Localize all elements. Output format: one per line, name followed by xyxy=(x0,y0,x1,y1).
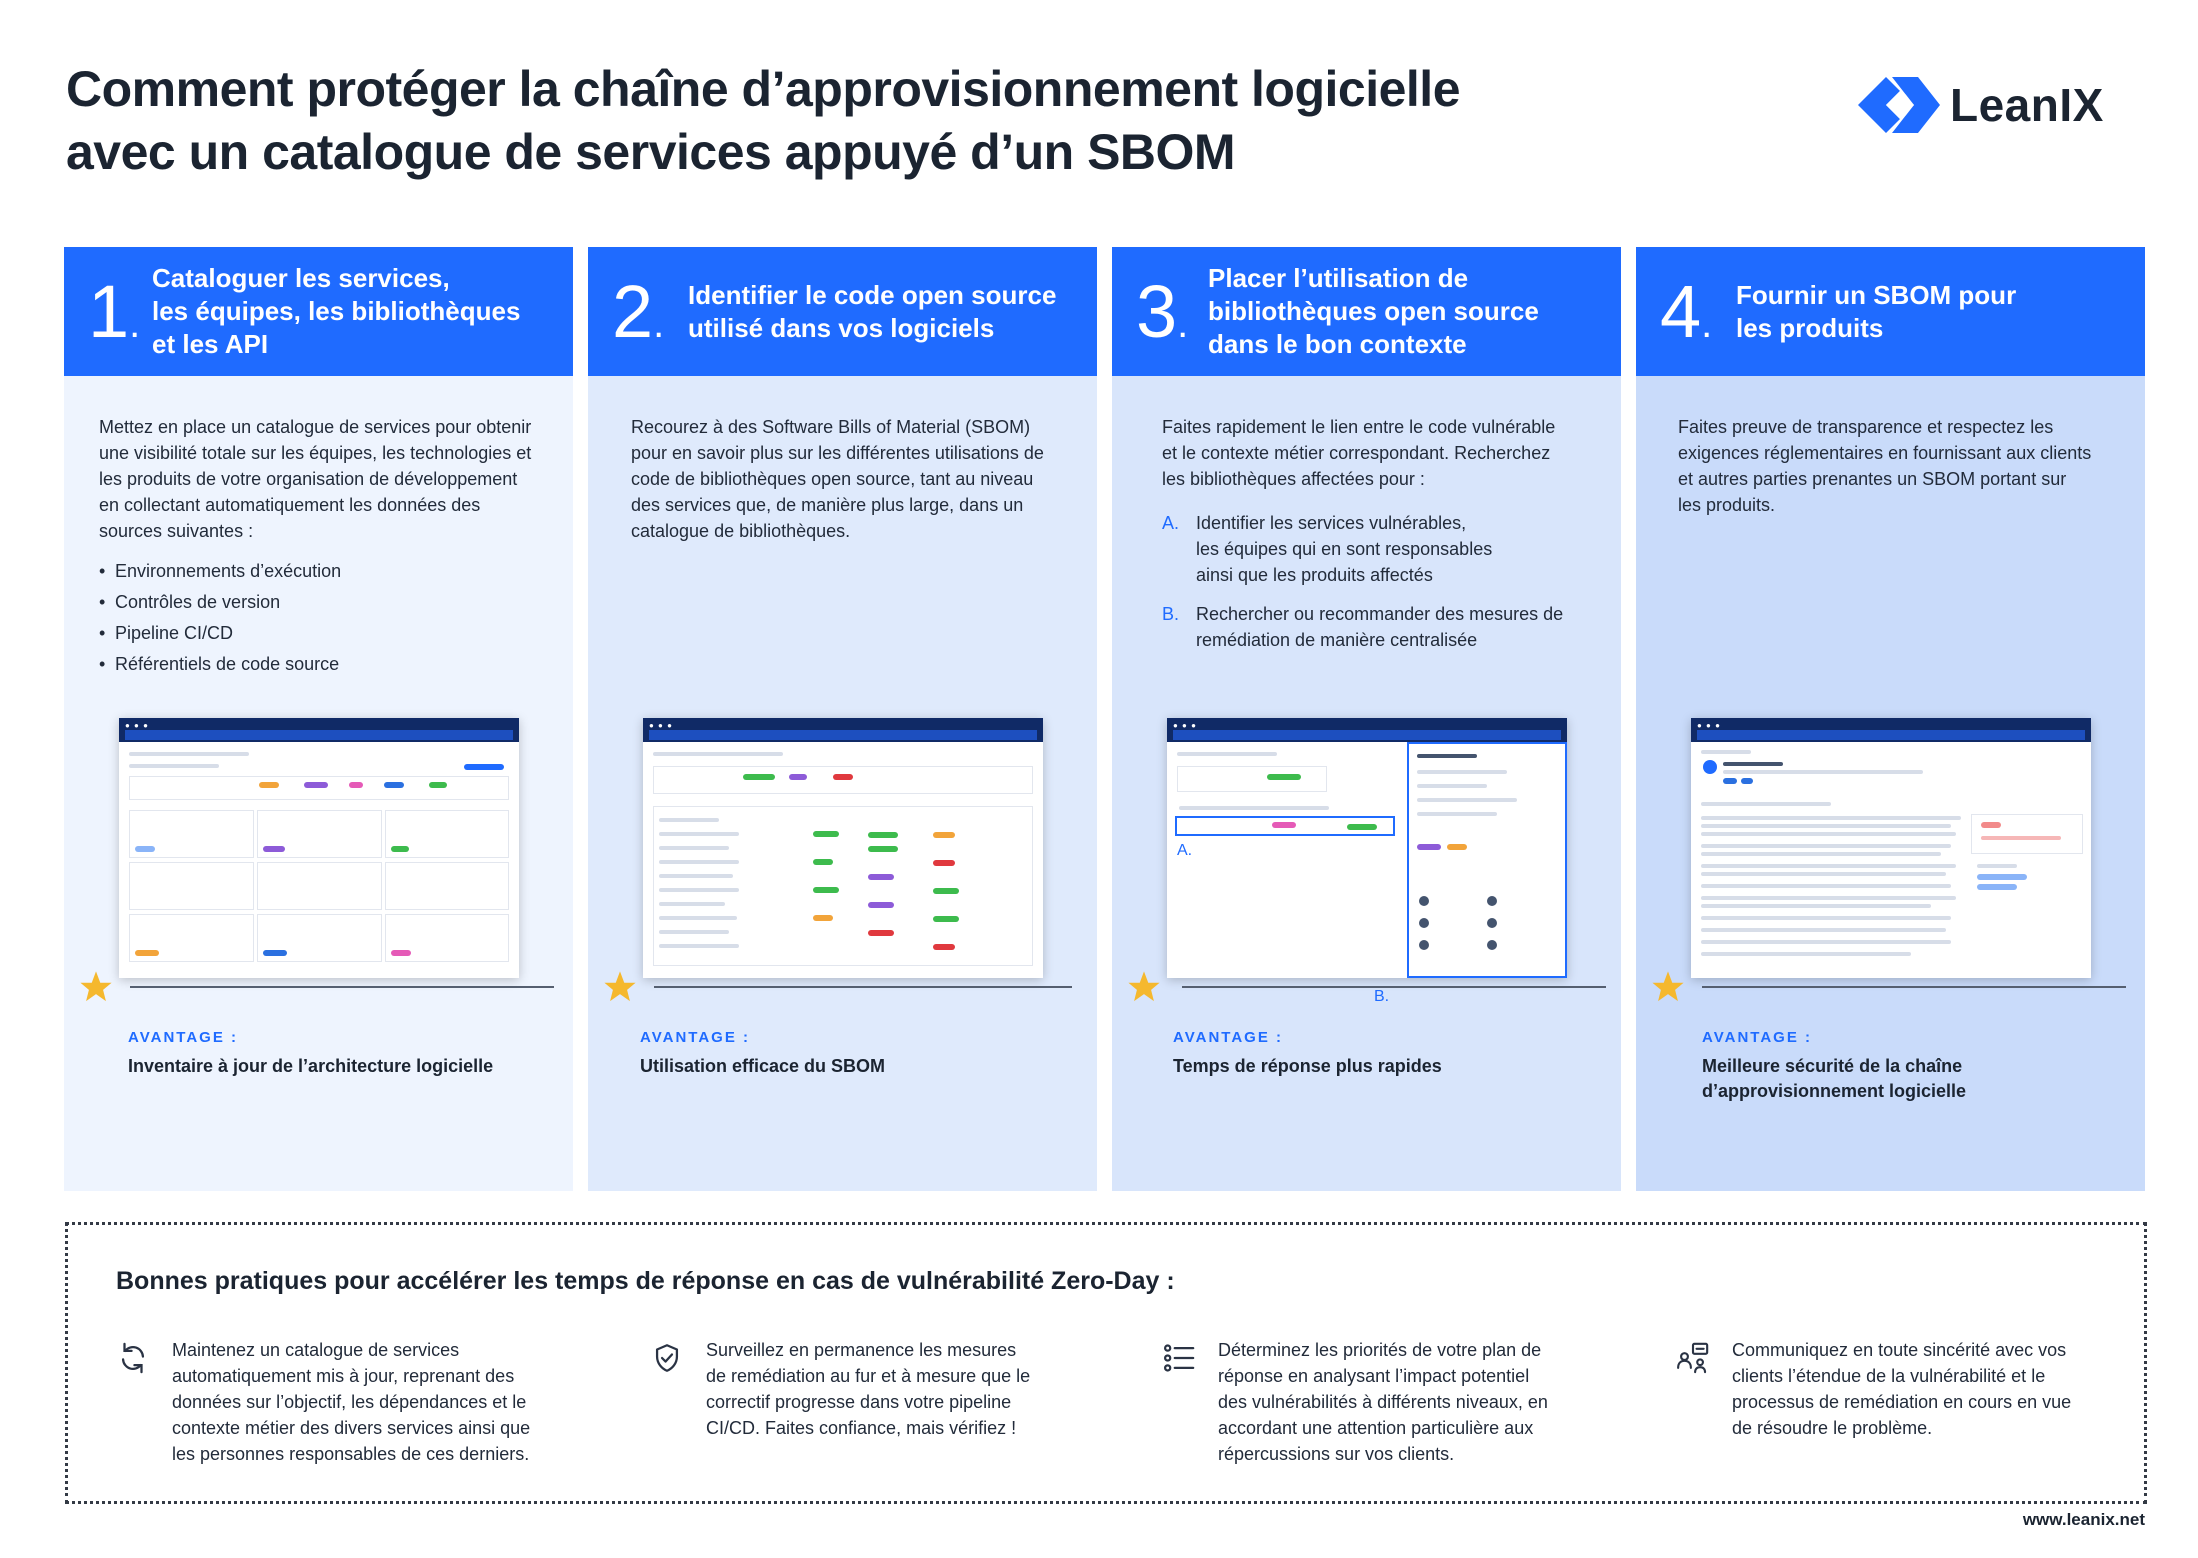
practice-text-2: Surveillez en permanence les mesures de remédiation au fur et à mesure que le correctif progresse dans votre pipeline CI/CD. Faites confiance, mais vérifiez ! xyxy=(706,1340,1031,1438)
step-header-4 xyxy=(1636,247,2145,376)
step-number-2: 2. xyxy=(612,270,665,353)
star-icon xyxy=(1651,970,1685,1004)
title-line-1: Comment protéger la chaîne d’approvisionnement logicielle xyxy=(66,61,1461,117)
divider xyxy=(1182,986,1606,988)
refresh-icon xyxy=(116,1341,150,1375)
step-column-3 xyxy=(1112,247,1621,1191)
title-line-2: avec un catalogue de services appuyé d’un SBOM xyxy=(66,124,1236,180)
advantage-text: Meilleure sécurité de la chaîne d’approvisionnement logicielle xyxy=(1702,1056,1967,1101)
step-column-4 xyxy=(1636,247,2145,1191)
best-practices-panel xyxy=(65,1222,2147,1504)
logo-wordmark: LeanIX xyxy=(1950,79,2104,131)
list-item: A. Identifier les services vulnérables, les équipes qui en sont responsables ainsi que les produits affectés xyxy=(1162,513,1493,585)
advantage-label: AVANTAGE : xyxy=(1173,1029,1283,1046)
star-icon xyxy=(1127,970,1161,1004)
list-item: • Référentiels de code source xyxy=(99,651,559,677)
step-description-4: Faites preuve de transparence et respectez les exigences réglementaires en fournissant aux clients et autres parties prenantes un SBOM portant sur les produits. xyxy=(1678,417,2092,515)
step-description-2: Recourez à des Software Bills of Material (SBOM) pour en savoir plus sur les différentes utilisations de code de bibliothèques open source, tant au niveau des services que, de manière plus large, dans un catalogue de bibliothèques. xyxy=(631,417,1044,541)
list-item: • Contrôles de version xyxy=(99,589,559,615)
step-header-1 xyxy=(64,247,573,376)
practice-text-4: Communiquez en toute sincérité avec vos clients l’étendue de la vulnérabilité et le processus de remédiation en cours en vue de résoudre le problème. xyxy=(1732,1340,2072,1438)
star-icon xyxy=(79,970,113,1004)
product-sbom-screenshot: ● ● ● xyxy=(1691,718,2091,978)
best-practices-title: Bonnes pratiques pour accélérer les temps de réponse en cas de vulnérabilité Zero-Day : xyxy=(116,1267,1175,1295)
step-body-4 xyxy=(1636,376,2145,1191)
step-column-2 xyxy=(588,247,1097,1191)
marker-a: A. xyxy=(1177,842,1193,859)
star-icon xyxy=(603,970,637,1004)
service-catalog-screenshot: ● ● ● xyxy=(119,718,519,978)
leanix-logo xyxy=(1856,70,2104,140)
divider xyxy=(654,986,1072,988)
sources-list xyxy=(99,558,559,677)
step-header-2 xyxy=(588,247,1097,376)
advantage-label: AVANTAGE : xyxy=(640,1029,750,1046)
communication-icon xyxy=(1676,1341,1710,1375)
practice-text-1: Maintenez un catalogue de services automatiquement mis à jour, reprenant des données sur l’objectif, les dépendances et le contexte métier des divers services ainsi que les personnes responsables de ces derniers. xyxy=(172,1340,531,1464)
advantage-text: Temps de réponse plus rapides xyxy=(1173,1056,1442,1076)
practice-text-3: Déterminez les priorités de votre plan de réponse en analysant l’impact potentiel des vulnérabilités à différents niveaux, en accordant une attention particulière aux répercussions sur vos clients. xyxy=(1218,1340,1548,1464)
divider xyxy=(1702,986,2126,988)
step-header-3 xyxy=(1112,247,1621,376)
step-title-1: Cataloguer les services, les équipes, les bibliothèques et les API xyxy=(152,263,521,359)
leanix-logo-icon xyxy=(1856,70,1942,140)
priority-list-icon xyxy=(1162,1341,1196,1375)
list-item: B. Rechercher ou recommander des mesures de remédiation de manière centralisée xyxy=(1162,604,1564,650)
website-link[interactable]: www.leanix.net xyxy=(2022,1510,2145,1529)
step-number-4: 4. xyxy=(1660,270,1713,353)
list-item: • Pipeline CI/CD xyxy=(99,620,559,646)
step-column-1 xyxy=(64,247,573,1191)
step-body-2 xyxy=(588,376,1097,1191)
steps-list xyxy=(1162,510,1612,653)
step-description-3: Faites rapidement le lien entre le code vulnérable et le contexte métier correspondant. Recherchez les bibliothèques affectées pour : A. Identifier les services vulnérables, les équipes qui en sont responsables ainsi que les produits affectés B. Rechercher ou recommander des mesures de remédiation de manière centralisée xyxy=(1162,414,1612,666)
marker-b: B. xyxy=(1374,988,1390,1005)
library-catalog-screenshot: ● ● ● xyxy=(643,718,1043,978)
advantage-text: Inventaire à jour de l’architecture logicielle xyxy=(128,1056,494,1076)
advantage-label: AVANTAGE : xyxy=(128,1029,238,1046)
step-title-2: Identifier le code open source utilisé dans vos logiciels xyxy=(688,279,1057,343)
step-title-3: Placer l’utilisation de bibliothèques open source dans le bon contexte xyxy=(1208,263,1539,359)
step-description-1: Mettez en place un catalogue de services pour obtenir une visibilité totale sur les équipes, les technologies et les produits de votre organisation de développement en collectant automatiquement les données des sources suivantes : • Environnements d’exécution • Contrôles de version • Pipeline CI/CD • Référentiels de code source xyxy=(99,414,559,682)
step-number-3: 3. xyxy=(1136,270,1189,353)
list-item: • Environnements d’exécution xyxy=(99,558,559,584)
advantage-label: AVANTAGE : xyxy=(1702,1029,1812,1046)
step-title-4: Fournir un SBOM pour les produits xyxy=(1736,279,2017,343)
page-title xyxy=(66,58,1626,184)
shield-check-icon xyxy=(650,1341,684,1375)
vulnerability-context-screenshot: ● ● ● A. xyxy=(1167,718,1567,978)
step-body-3 xyxy=(1112,376,1621,1191)
advantage-text: Utilisation efficace du SBOM xyxy=(640,1056,886,1076)
divider xyxy=(130,986,554,988)
steps-columns xyxy=(64,247,2144,1191)
step-number-1: 1. xyxy=(88,270,141,353)
step-body-1 xyxy=(64,376,573,1191)
